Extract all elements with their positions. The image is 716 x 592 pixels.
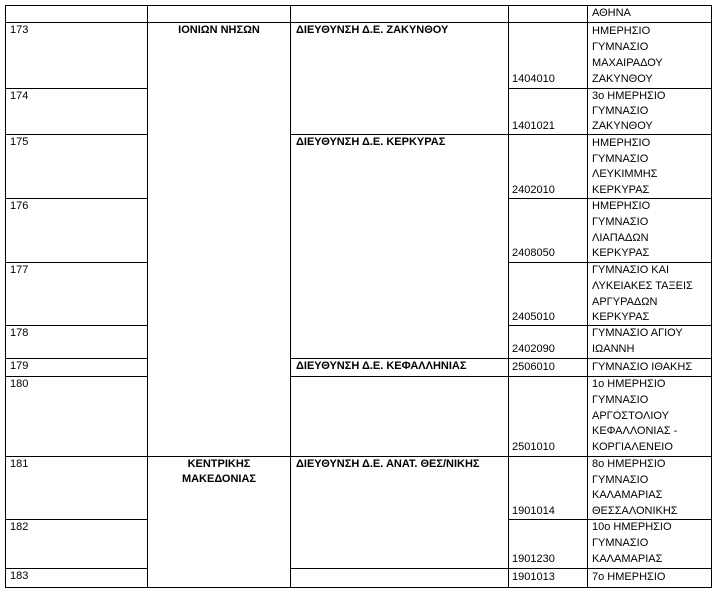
school-name-line: ΓΥΜΝΑΣΙΟ <box>592 537 649 549</box>
school-code: 2402010 <box>512 184 555 196</box>
school-name-line: ΗΜΕΡΗΣΙΟ <box>592 25 651 37</box>
school-name-line: ΗΜΕΡΗΣΙΟ <box>592 137 651 149</box>
school-name-line: ΓΥΜΝΑΣΙΟ <box>592 474 649 486</box>
directorate-name: ΔΙΕΥΘΥΝΣΗ Δ.Ε. ΚΕΡΚΥΡΑΣ <box>296 136 446 148</box>
school-name-line: ΓΥΜΝΑΣΙΟ ΑΓΙΟΥ <box>592 327 683 339</box>
school-name-line: ΗΜΕΡΗΣΙΟ <box>592 200 651 212</box>
school-name-line: ΘΕΣΣΑΛΟΝΙΚΗΣ <box>592 505 678 517</box>
school-name-line: ΚΕΡΚΥΡΑΣ <box>592 184 650 196</box>
school-code: 1901230 <box>512 553 555 565</box>
school-name-line: 1ο ΗΜΕΡΗΣΙΟ <box>592 378 666 390</box>
school-name-line: ΑΡΓΟΣΤΟΛΙΟΥ <box>592 410 669 422</box>
region-name: ΜΑΚΕΔΟΝΙΑΣ <box>181 473 257 485</box>
school-name-line: ΖΑΚΥΝΘΟΥ <box>592 120 653 132</box>
school-name-line: ΓΥΜΝΑΣΙΟ <box>592 153 649 165</box>
school-code: 2506010 <box>512 361 555 373</box>
school-name-line: ΓΥΜΝΑΣΙΟ ΚΑΙ <box>592 264 670 276</box>
school-name-line: ΓΥΜΝΑΣΙΟ ΙΘΑΚΗΣ <box>592 361 693 373</box>
school-name-line: ΚΑΛΑΜΑΡΙΑΣ <box>592 553 663 565</box>
school-name-line: ΓΥΜΝΑΣΙΟ <box>592 216 649 228</box>
school-name-line: ΛΙΑΠΑΔΩΝ <box>592 232 649 244</box>
school-name-line: ΖΑΚΥΝΘΟΥ <box>592 73 653 85</box>
school-name-line: ΑΡΓΥΡΑΔΩΝ <box>592 296 658 308</box>
school-code: 1901014 <box>512 505 555 517</box>
school-name-line: ΓΥΜΝΑΣΙΟ <box>592 105 649 117</box>
directorate-name: ΔΙΕΥΘΥΝΣΗ Δ.Ε. ΖΑΚΥΝΘΟΥ <box>296 24 449 36</box>
school-code: 1901013 <box>512 571 555 583</box>
region-name: ΚΕΝΤΡΙΚΗΣ <box>187 458 251 470</box>
row-number: 178 <box>10 327 29 339</box>
school-name-line: 10ο ΗΜΕΡΗΣΙΟ <box>592 521 672 533</box>
directorate-name: ΔΙΕΥΘΥΝΣΗ Δ.Ε. ΑΝΑΤ. ΘΕΣ/ΝΙΚΗΣ <box>296 458 480 470</box>
school-code: 2408050 <box>512 247 555 259</box>
school-name-line: ΛΥΚΕΙΑΚΕΣ ΤΑΞΕΙΣ <box>592 280 693 292</box>
school-code: 2501010 <box>512 441 555 453</box>
school-name-line: 7ο ΗΜΕΡΗΣΙΟ <box>592 571 666 583</box>
region-name: ΙΟΝΙΩΝ ΝΗΣΩΝ <box>178 24 260 36</box>
row-number: 181 <box>10 458 29 470</box>
row-number: 173 <box>10 24 29 36</box>
school-name-line: 8ο ΗΜΕΡΗΣΙΟ <box>592 458 666 470</box>
row-number: 177 <box>10 264 29 276</box>
row-number: 182 <box>10 521 29 533</box>
school-name-line: 3ο ΗΜΕΡΗΣΙΟ <box>592 90 666 102</box>
school-name-line: ΛΕΥΚΙΜΜΗΣ <box>592 168 658 180</box>
school-name-line: ΙΩΑΝΝΗ <box>592 343 635 355</box>
school-name-line: ΚΟΡΓΙΑΛΕΝΕΙΟ <box>592 441 673 453</box>
row-number: 174 <box>10 90 29 102</box>
school-name-line: ΚΕΡΚΥΡΑΣ <box>592 311 650 323</box>
school-code: 2405010 <box>512 311 555 323</box>
school-code: 2402090 <box>512 343 555 355</box>
school-code: 1401021 <box>512 120 555 132</box>
school-name-line: ΓΥΜΝΑΣΙΟ <box>592 394 649 406</box>
school-name-line: ΚΕΦΑΛΛΟΝΙΑΣ - <box>592 425 678 437</box>
row-number: 183 <box>10 570 29 582</box>
school-name-line: ΚΕΡΚΥΡΑΣ <box>592 247 650 259</box>
row-number: 176 <box>10 200 29 212</box>
row-number: 180 <box>10 378 29 390</box>
row-number: 175 <box>10 136 29 148</box>
school-code: 1404010 <box>512 73 555 85</box>
school-name-line: ΜΑΧΑΙΡΑΔΟΥ <box>592 57 663 69</box>
row-number: 179 <box>10 360 29 372</box>
school-name-line: ΓΥΜΝΑΣΙΟ <box>592 41 649 53</box>
school-name-line: ΚΑΛΑΜΑΡΙΑΣ <box>592 489 663 501</box>
directorate-name: ΔΙΕΥΘΥΝΣΗ Δ.Ε. ΚΕΦΑΛΛΗΝΙΑΣ <box>296 360 467 372</box>
header-fragment: ΑΘΗΝΑ <box>592 7 631 19</box>
